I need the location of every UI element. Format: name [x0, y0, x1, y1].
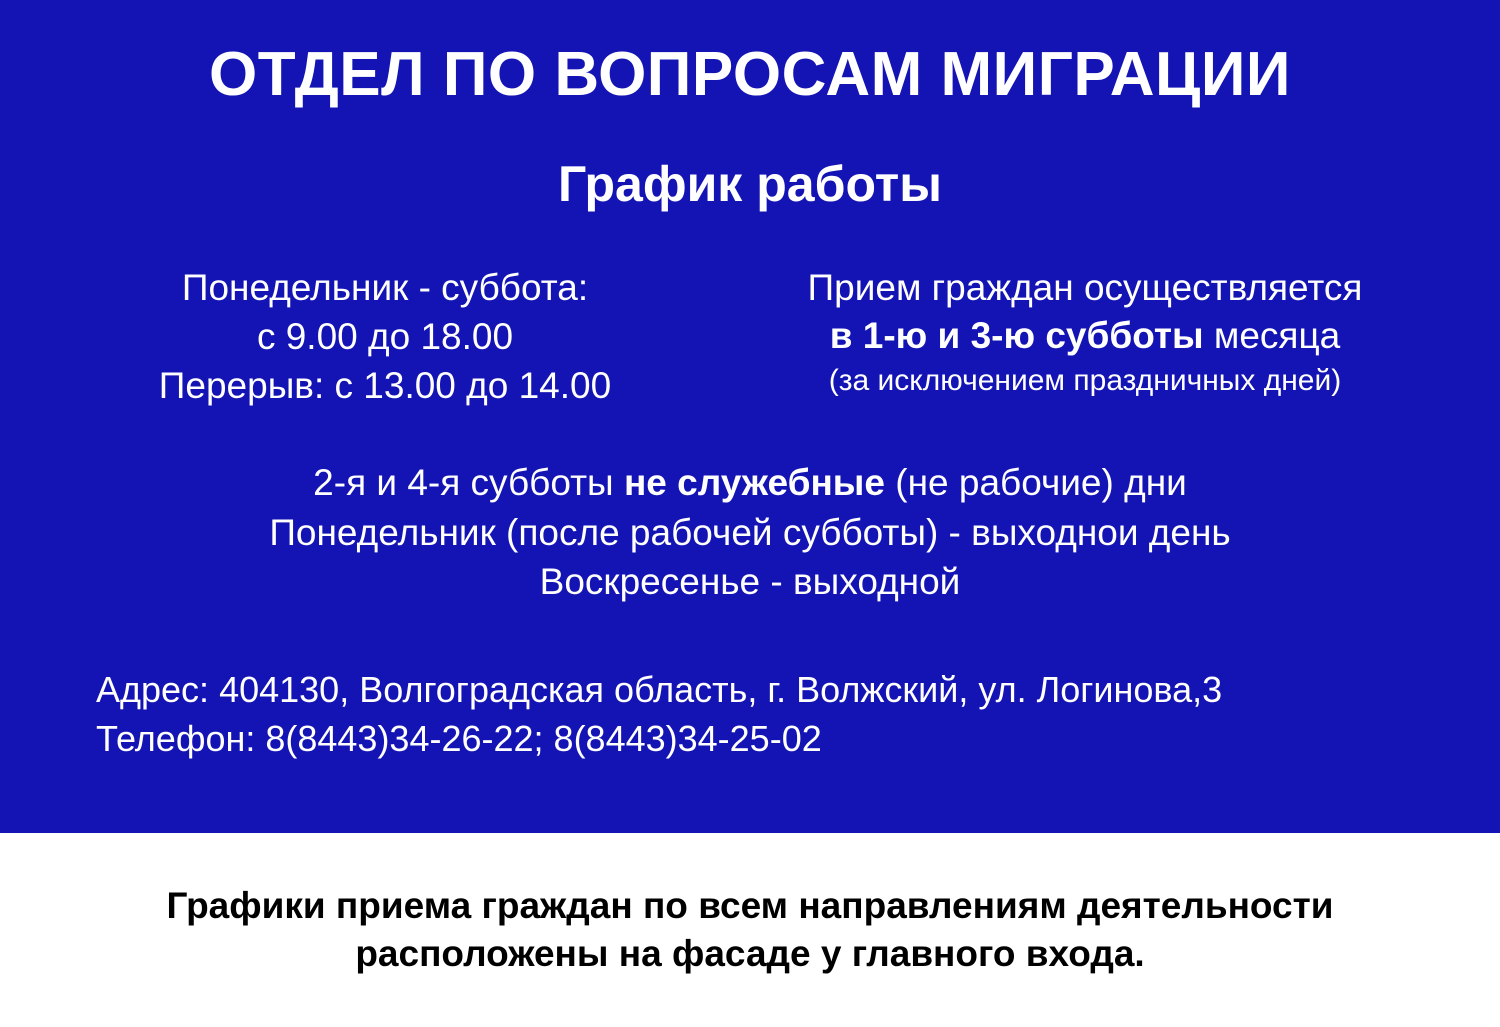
phone-line: Телефон: 8(8443)34-26-22; 8(8443)34-25-02 — [96, 717, 822, 759]
reception-saturdays — [745, 312, 1425, 360]
reception-saturdays-rest: месяца — [1203, 315, 1341, 357]
reception-holidays-note: (за исключением праздничных дней) — [828, 364, 1342, 398]
reception-saturdays-bold: в 1-ю и 3-ю субботы — [829, 315, 1204, 357]
schedule-right-column — [745, 264, 1425, 400]
workdays-range: Понедельник - суббота: — [181, 266, 589, 308]
schedule-left-column — [75, 264, 695, 410]
reception-intro: Прием граждан осуществляется — [807, 266, 1363, 308]
footer-note-line1: Графики приема граждан по всем направлениям деятельности — [166, 884, 1334, 926]
address-line: Адрес: 404130, Волгоградская область, г. Волжский, ул. Логинова,3 — [96, 669, 1223, 711]
saturdays-off-line — [24, 458, 1476, 507]
working-hours: с 9.00 до 18.00 — [256, 315, 514, 357]
schedule-columns — [24, 212, 1476, 410]
footer-note — [127, 882, 1374, 978]
footer-panel — [0, 833, 1500, 1027]
lunch-break: Перерыв: с 13.00 до 14.00 — [158, 364, 612, 406]
saturdays-off-bold: не служебные — [623, 462, 885, 504]
subtitle-schedule: График работы — [558, 155, 942, 212]
footer-note-line2: расположены на фасаде у главного входа. — [355, 933, 1145, 974]
monday-off-line: Понедельник (после рабочей субботы) - выходнои день — [269, 511, 1231, 553]
page-title: ОТДЕЛ ПО ВОПРОСАМ МИГРАЦИИ — [209, 40, 1291, 109]
non-working-days-block — [24, 410, 1476, 606]
saturdays-off-part2: (не рабочие) дни — [884, 462, 1187, 504]
saturdays-off-part1: 2-я и 4-я субботы — [313, 462, 624, 504]
sunday-off-line: Воскресенье - выходной — [539, 560, 961, 602]
contacts-block — [24, 606, 1476, 763]
